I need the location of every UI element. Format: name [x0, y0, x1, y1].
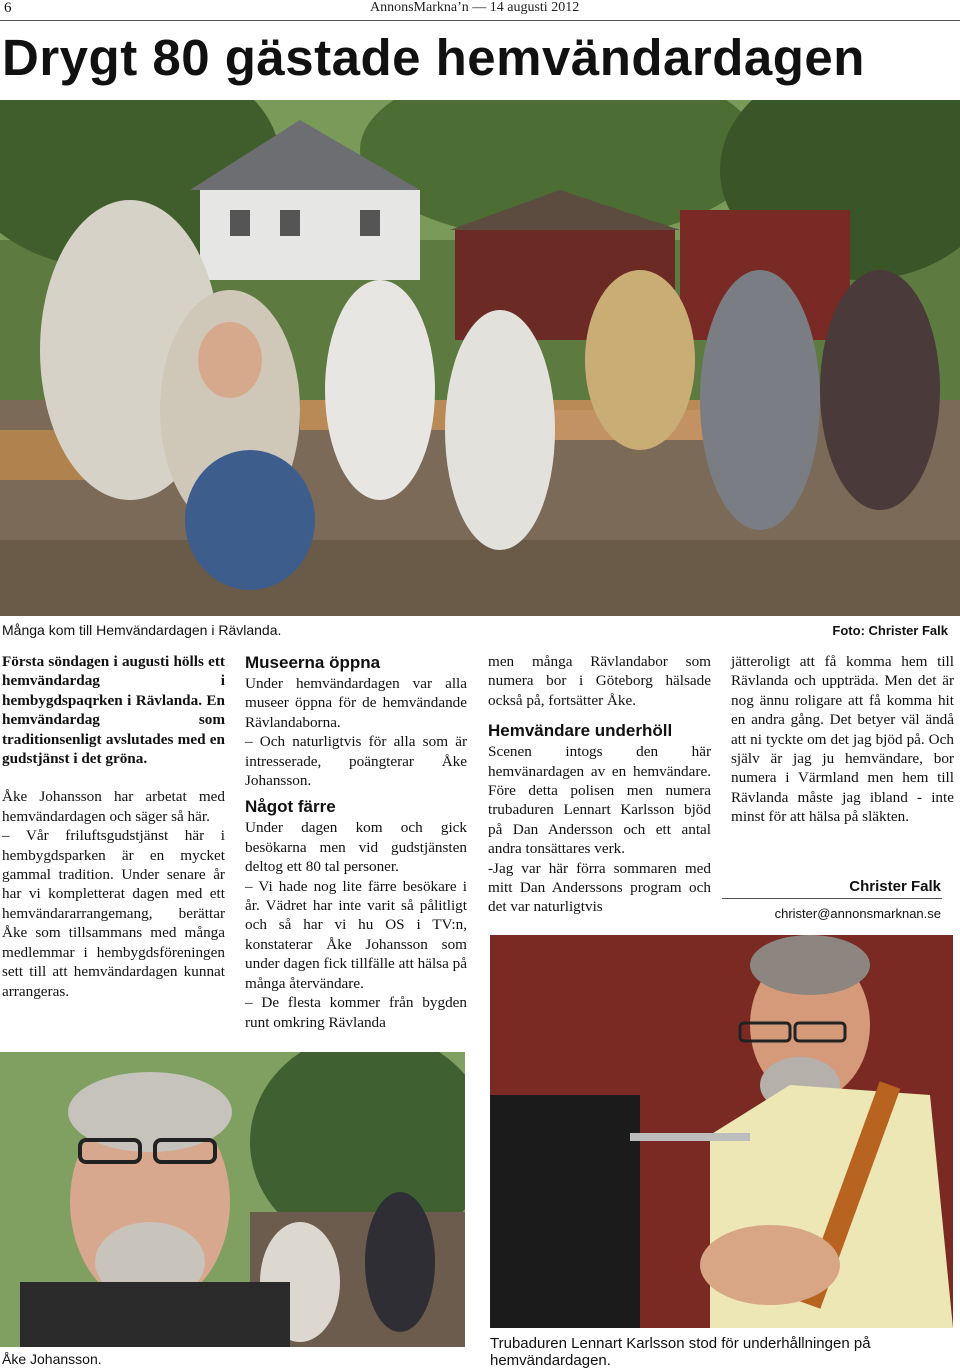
lead-paragraph: Första söndagen i augusti hölls ett hemvändardag i hembygdspaqrken i Rävlanda. En hemvändardag som traditionsenligt avslutades med en gudstjänst i det gröna.	[2, 653, 225, 768]
paragraph: – De flesta kommer från bygden runt omkring Rävlanda	[245, 994, 467, 1031]
main-photo-illustration	[0, 100, 960, 616]
author-email[interactable]: christer@annonsmarknan.se	[774, 906, 941, 921]
photo-left-caption: Åke Johansson.	[2, 1351, 102, 1367]
article-column-1	[2, 652, 225, 1001]
paragraph: Scenen intogs den här hemvänardagen av en hemvändare. Före detta polisen men numera trubaduren Lennart Karlsson bjöd på Dan Andersson och ett antal andra tonsättares verk.	[488, 743, 711, 858]
photo-credit: Foto: Christer Falk	[832, 623, 948, 638]
paragraph: Åke Johansson har arbetat med hemvändardagen och säger så här.	[2, 788, 225, 825]
photo-ake-johansson	[0, 1052, 465, 1347]
author-signature: Christer Falk	[849, 878, 941, 895]
troubadour-illustration	[490, 935, 953, 1328]
paragraph: – Vår friluftsgudstjänst här i hembygdsparken är en mycket gammal tradition. Under senare år har vi kompletterat dagen med ett hemvändararrangemang, berättar Åke som tillsammans med många medlemmar i hembygdsföreningen sett till att hemvändardagen kunnat arrangeras.	[2, 827, 225, 1000]
paragraph: – Vi hade nog lite färre besökare i år. Vädret har inte varit så pålitligt och så har vi hu OS i TV:n, konstaterar Åke Johansson som under dagen fick tillfälle att hälsa på många återvändare.	[245, 877, 467, 992]
paragraph: -Jag var här förra sommaren med mitt Dan Anderssons program och det var naturligtvis	[488, 859, 711, 916]
article-column-3	[488, 652, 711, 917]
signature-rule	[722, 898, 942, 899]
page-number: 6	[4, 0, 12, 16]
main-photo	[0, 100, 960, 616]
subheading-nagot-farre: Något färre	[245, 797, 336, 817]
photo-lennart-karlsson	[490, 935, 953, 1328]
paragraph: men många Rävlandabor som numera bor i Göteborg hälsade också på, fortsätter Åke.	[488, 653, 711, 709]
main-photo-caption: Många kom till Hemvändardagen i Rävlanda.	[2, 622, 282, 638]
running-head: AnnonsMarkna’n — 14 augusti 2012	[370, 0, 580, 15]
headline: Drygt 80 gästade hemvändardagen	[2, 29, 865, 86]
paragraph: jätteroligt att få komma hem till Rävlanda och uppträda. Men det är nog ännu roligare att få komma hit en andra gång. Det betyer väl ändå att ni tyckte om det jag bjöd på. Och själv är jag ju hemvändare, bor numera i Värmland men hem till Rävlanda måste jag ibland - inte minst för att hälsa på släkten.	[731, 653, 954, 826]
portrait-illustration	[0, 1052, 465, 1347]
subheading-museerna: Museerna öppna	[245, 653, 381, 672]
paragraph: – Och naturligtvis för alla som är intresserade, poängterar Åke Johansson.	[245, 733, 467, 790]
subheading-hemvandare: Hemvändare underhöll	[488, 721, 673, 741]
article-column-2	[245, 652, 467, 1032]
paragraph: Under hemvändardagen var alla museer öppna för de hemvändande Rävlandaborna.	[245, 675, 467, 731]
paragraph: Under dagen kom och gick besökarna men vid gudstjänsten deltog ett 80 tal personer.	[245, 819, 467, 876]
photo-right-caption: Trubaduren Lennart Karlsson stod för underhållningen på hemvändardagen.	[490, 1335, 871, 1369]
article-column-4	[731, 652, 954, 827]
header-rule	[0, 20, 960, 21]
